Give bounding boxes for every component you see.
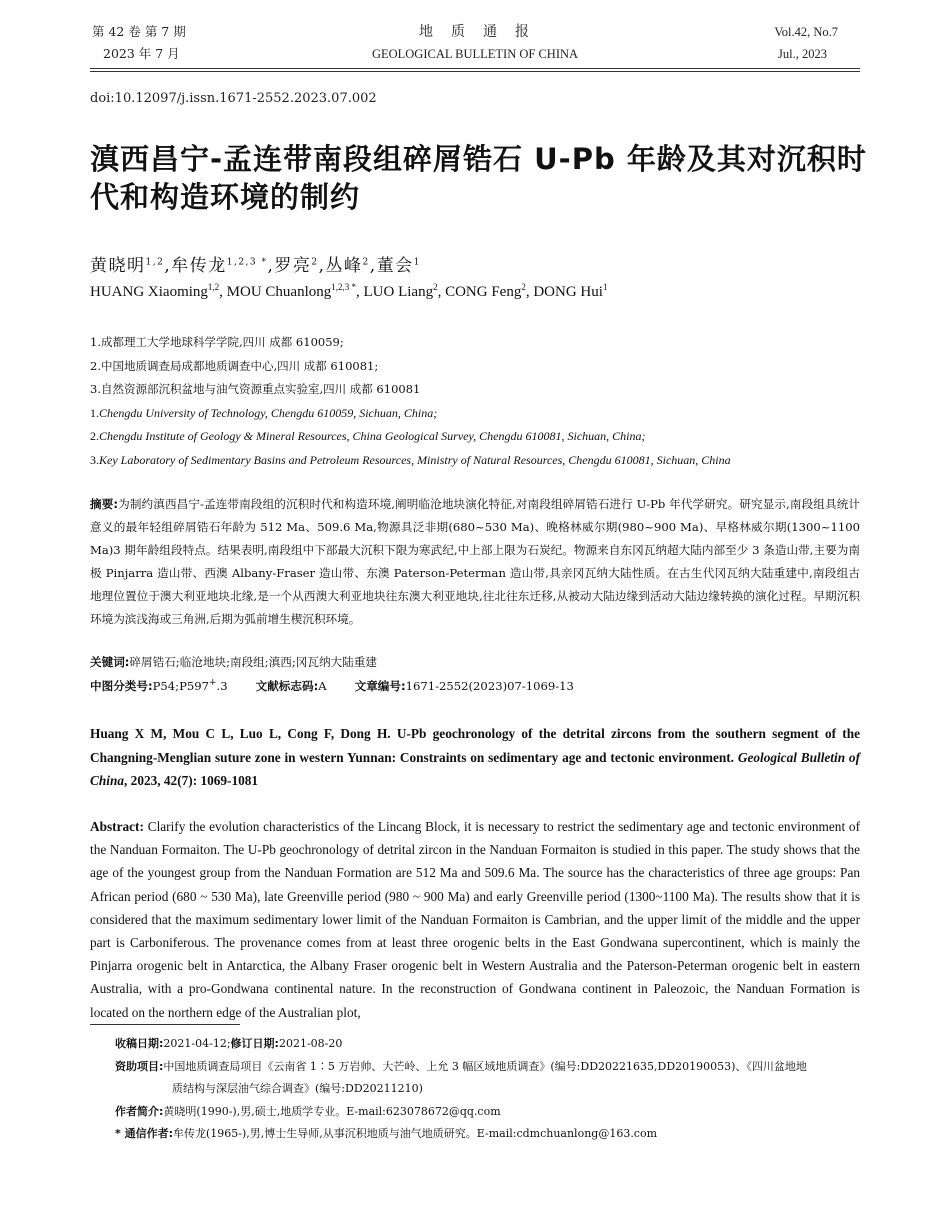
classification-line: 中图分类号:P54;P597+.3 文献标志码:A 文章编号:1671-2552(2023)07-1069-13 [90, 678, 574, 693]
author-name-en: LUO Liang [363, 284, 434, 300]
header-date-en: Jul., 2023 [778, 47, 827, 61]
affiliation-cn: 2.中国地质调查局成都地质调查中心,四川 成都 610081; [90, 358, 379, 373]
citation: Huang X M, Mou C L, Luo L, Cong F, Dong H. U-Pb geochronology of the detrital zircons from the southern segment of the Changning-Menglian suture zone in western Yunnan: Constraints on sedimentary age and tectonic environment. Geological Bulletin of China, 2023, 42(7): 1069-1081 [90, 726, 861, 788]
affiliations [90, 331, 870, 472]
author-name: 牟传龙 [171, 256, 227, 276]
affiliation-en: 1.Chengdu University of Technology, Chengdu 610059, Sichuan, China; [90, 405, 438, 420]
abstract-en-text: Clarify the evolution characteristics of the Lincang Block, it is necessary to restrict the sedimentary age and tectonic environment of the Nanduan Formaiton. The U-Pb geochronology of detrital zircon in the Nanduan Formaiton is studied in this paper. The study shows that the age of the youngest group from the Nanduan Formation are 512 Ma and 509.6 Ma. The source has the characteristics of three age groups: Pan African period (680 ~ 530 Ma), late Greenville period (980 ~ 900 Ma) and early Greenville period (1300~1100 Ma). The results show that it is considered that the maximum sedimentary lower limit of the Nanduan Formaiton is Cambrian, and the upper limit of the middle and the upper part is Carboniferous. The provenance comes from at least three orogenic belts in the East Gondwana supercontinent, which is mainly the Pinjarra orogenic belt in Antarctica, the Albany Fraser orogenic belt in Western Australia and the Paterson-Peterman orogenic belt in eastern Australia, with a pro-Gondwana continental nature. In the reconstruction of Gondwana continent in Paleozoic, the Nanduan Formation is located on the northern edge of the Australian plot, [90, 819, 860, 1020]
abstract-cn-label: 摘要: [90, 497, 119, 511]
authors-cn: 黄晓明$^{1,2}$,牟传龙$^{1,2,3 *}$,罗亮$^2$,丛峰$^2$,董会$^1$ [90, 256, 421, 276]
header-rule-bottom [90, 71, 860, 72]
affiliation-cn: 3.自然资源部沉积盆地与油气资源重点实验室,四川 成都 610081 [90, 382, 421, 396]
author-name: 丛峰 [325, 256, 363, 276]
abstract-en-label: Abstract: [90, 819, 144, 834]
journal-title-cn: 地 质 通 报 [419, 24, 531, 40]
header-volume: 第 42 卷 第 7 期 [92, 24, 186, 39]
authors-en: HUANG Xiaoming$^{1,2}$, MOU Chuanlong$^{1,2,3 *}$, LUO Liang$^2$, CONG Feng$^2$, DONG Hui$^1$ [90, 282, 608, 300]
footnote-funding-cont: 质结构与深层油气综合调查》(编号:DD20211210) [172, 1082, 423, 1095]
abstract-cn-text: 为制约滇西昌宁-孟连带南段组的沉积时代和构造环境,阐明临沧地块演化特征,对南段组碎屑锆石进行 U-Pb 年代学研究。研究显示,南段组具统计意义的最年轻组碎屑锆石年龄为 512 Ma、509.6 Ma,物源具泛非期(680~530 Ma)、晚格林威尔期(980~900 Ma)、早格林威尔期(1300~1100 Ma)3 期年龄组段特点。结果表明,南段组中下部最大沉积下限为寒武纪,中上部上限为石炭纪。物源来自东冈瓦纳超大陆内部至少 3 条造山带,主要为南极 Pinjarra 造山带、西澳 Albany-Fraser 造山带、东澳 Paterson-Peterman 造山带,具亲冈瓦纳大陆性质。在古生代冈瓦纳大陆重建中,南段组古地理位置位于澳大利亚地块北缘,是一个从西澳大利亚地块往东澳大利亚地块,往北往东迁移,从被动大陆边缘到活动大陆边缘转换的演化过程。早期沉积环境为滨浅海或三角洲,后期为弧前增生楔沉积环境。 [90, 497, 861, 626]
header-volume-en: Vol.42, No.7 [774, 25, 838, 39]
affiliation-cn: 1.成都理工大学地球科学学院,四川 成都 610059; [90, 335, 344, 349]
footnote-dates: 收稿日期:2021-04-12;修订日期:2021-08-20 [115, 1037, 343, 1050]
article-title: 滇西昌宁-孟连带南段组碎屑锆石 U-Pb 年龄及其对沉积时代和构造环境的制约 [90, 142, 867, 214]
header-rule-top [90, 68, 860, 69]
author-name-en: DONG Hui [533, 284, 603, 300]
author-name-en: HUANG Xiaoming [90, 284, 208, 300]
keywords: 关键词:碎屑锆石;临沧地块;南段组;滇西;冈瓦纳大陆重建 [90, 655, 377, 669]
author-name-en: CONG Feng [445, 284, 522, 300]
journal-title-en: GEOLOGICAL BULLETIN OF CHINA [371, 47, 579, 61]
author-name-en: MOU Chuanlong [226, 284, 332, 300]
abstract-en [90, 815, 860, 1024]
footnote-funding: 资助项目:中国地质调查局项目《云南省 1∶5 万岩帅、大芒岭、上允 3 幅区域地质调查》(编号:DD20221635,DD20190053)、《四川盆地地 [115, 1059, 807, 1073]
footnote-author: 作者简介:黄晓明(1990-),男,硕士,地质学专业。E-mail:623078672@qq.com [115, 1104, 501, 1118]
author-name: 罗亮 [274, 256, 312, 276]
author-name: 董会 [376, 256, 414, 276]
footnotes [115, 1033, 865, 1146]
header-date: 2023 年 7 月 [103, 46, 180, 61]
footnote-corresponding: * 通信作者:牟传龙(1965-),男,博士生导师,从事沉积地质与油气地质研究。E-mail:cdmchuanlong@163.com [115, 1127, 658, 1140]
footnote-rule [90, 1024, 240, 1025]
abstract-cn [90, 493, 860, 631]
author-name: 黄晓明 [90, 256, 146, 276]
doi[interactable]: doi:10.12097/j.issn.1671-2552.2023.07.002 [90, 91, 377, 106]
affiliation-en: 3.Key Laboratory of Sedimentary Basins and Petroleum Resources, Ministry of Natural Resources, Chengdu 610081, Sichuan, China [90, 452, 731, 467]
affiliation-en: 2.Chengdu Institute of Geology & Mineral Resources, China Geological Survey, Chengdu 610081, Sichuan, China; [90, 429, 646, 443]
